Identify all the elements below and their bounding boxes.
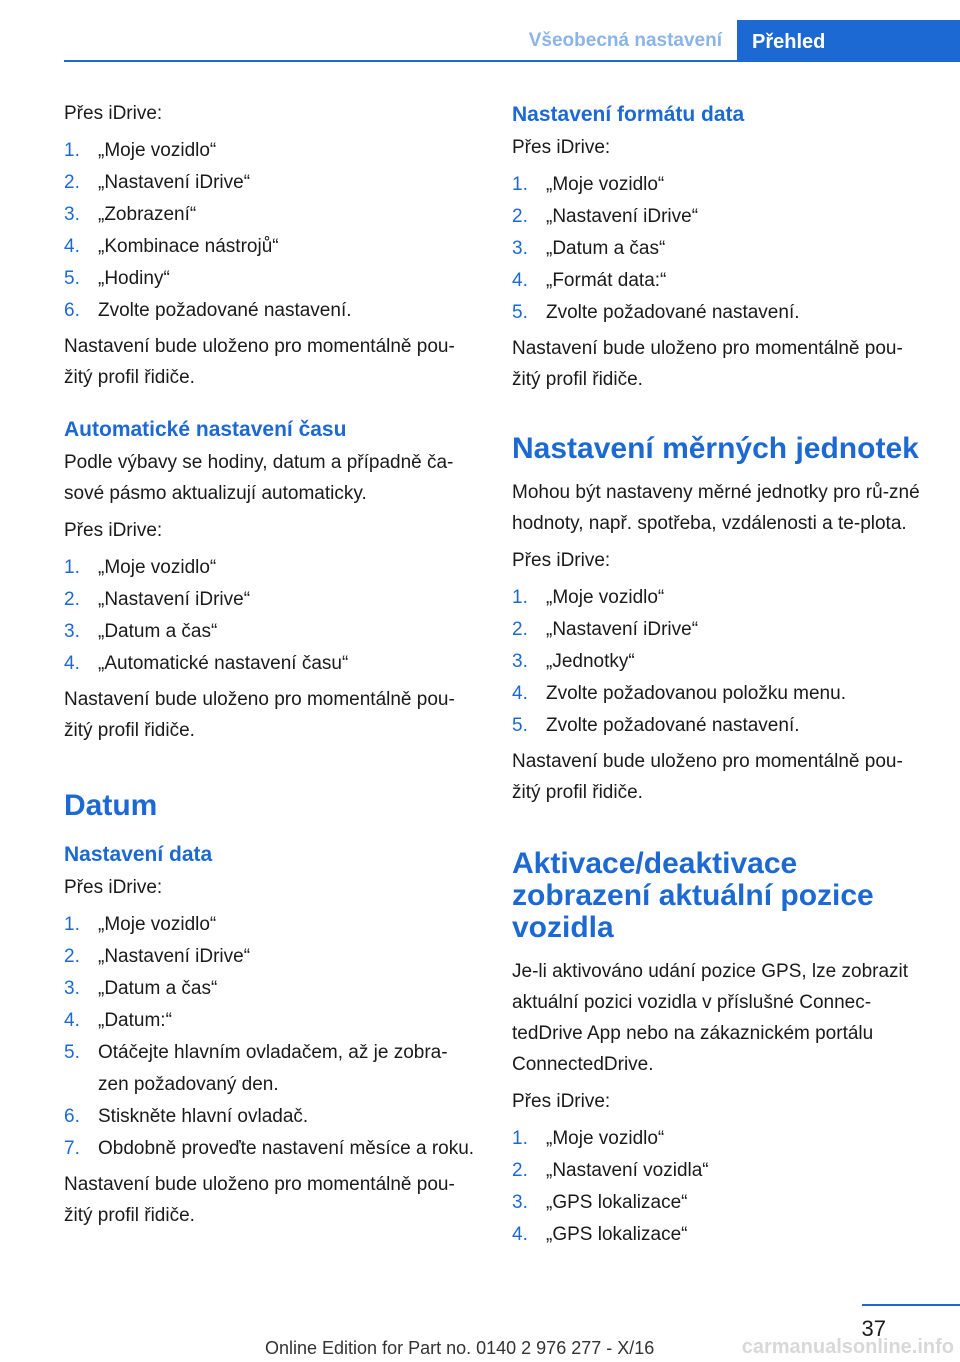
list-item xyxy=(64,199,476,231)
list-item-number: 3. xyxy=(512,1192,528,1213)
list-item xyxy=(64,231,476,263)
section-heading-date-format: Nastavení formátu data xyxy=(512,103,745,126)
intro-text: Přes iDrive: xyxy=(64,103,163,124)
intro-text: Přes iDrive: xyxy=(512,137,611,158)
list-item xyxy=(64,584,476,616)
page-number: 37 xyxy=(861,1316,886,1341)
list-item-number: 1. xyxy=(512,1128,528,1149)
list-item-text: „Nastavení iDrive“ xyxy=(98,946,251,967)
list-item-text: „Moje vozidlo“ xyxy=(546,1128,665,1149)
section-heading-set-date: Nastavení data xyxy=(64,843,213,866)
intro-text: Přes iDrive: xyxy=(64,520,163,541)
list-item-number: 7. xyxy=(64,1138,80,1159)
list-item xyxy=(512,1187,924,1219)
list-item-text: „Moje vozidlo“ xyxy=(98,140,217,161)
list-item-number: 5. xyxy=(64,1042,80,1063)
list-item-number: 3. xyxy=(512,238,528,259)
list-item-text: „Nastavení iDrive“ xyxy=(546,206,699,227)
intro-text: Přes iDrive: xyxy=(512,1091,611,1112)
gps-text: Je-li aktivováno udání pozice GPS, lze zobrazit aktuální pozici vozidla v příslušné Connec‐tedDrive App nebo na zákaznickém portálu ConnectedDrive. xyxy=(512,961,909,1075)
list-item xyxy=(64,295,476,327)
steps-list-clock xyxy=(64,135,476,327)
list-item-text: Stiskněte hlavní ovladač. xyxy=(98,1106,309,1127)
list-item xyxy=(64,552,476,584)
list-item xyxy=(64,167,476,199)
chapter-heading-datum: Datum xyxy=(64,789,158,822)
list-item xyxy=(64,941,476,973)
list-item-number: 1. xyxy=(64,140,80,161)
list-item-text: Obdobně proveďte nastavení měsíce a roku. xyxy=(98,1138,475,1159)
list-item xyxy=(64,1037,476,1101)
list-item xyxy=(512,582,924,614)
list-item-number: 2. xyxy=(512,206,528,227)
list-item xyxy=(512,646,924,678)
list-item-number: 5. xyxy=(512,302,528,323)
right-column xyxy=(512,98,924,1255)
list-item xyxy=(64,973,476,1005)
footer-rule xyxy=(862,1304,960,1306)
list-item xyxy=(64,263,476,295)
list-item-number: 6. xyxy=(64,1106,80,1127)
left-column xyxy=(64,98,476,1231)
list-item-text: „Moje vozidlo“ xyxy=(98,557,217,578)
list-item-number: 2. xyxy=(512,619,528,640)
steps-list-date-format xyxy=(512,169,924,329)
list-item xyxy=(64,1005,476,1037)
section-heading-auto-time: Automatické nastavení času xyxy=(64,418,347,441)
list-item-text: Zvolte požadovanou položku menu. xyxy=(546,683,846,704)
auto-time-text: Podle výbavy se hodiny, datum a případně ča‐sové pásmo aktualizují automaticky. xyxy=(64,452,454,504)
list-item xyxy=(512,710,924,742)
list-item-number: 2. xyxy=(512,1160,528,1181)
header-tab-overview[interactable]: Přehled xyxy=(737,20,960,61)
list-item-number: 4. xyxy=(512,1224,528,1245)
list-item-number: 1. xyxy=(512,587,528,608)
list-item xyxy=(512,1123,924,1155)
list-item-text: „GPS lokalizace“ xyxy=(546,1192,688,1213)
saved-note: Nastavení bude uloženo pro momentálně pou‐žitý profil řidiče. xyxy=(64,1174,455,1226)
list-item xyxy=(64,135,476,167)
steps-list-gps xyxy=(512,1123,924,1251)
list-item-number: 2. xyxy=(64,946,80,967)
list-item-number: 4. xyxy=(512,270,528,291)
saved-note: Nastavení bude uloženo pro momentálně pou‐žitý profil řidiče. xyxy=(64,336,455,388)
list-item-text: „Zobrazení“ xyxy=(98,204,197,225)
steps-list-auto-time xyxy=(64,552,476,680)
list-item-number: 2. xyxy=(64,172,80,193)
list-item xyxy=(64,909,476,941)
list-item xyxy=(512,201,924,233)
steps-list-units xyxy=(512,582,924,742)
list-item xyxy=(512,265,924,297)
footer-edition: Online Edition for Part no. 0140 2 976 277 - X/16 xyxy=(265,1338,655,1358)
list-item-text: „Moje vozidlo“ xyxy=(98,914,217,935)
list-item xyxy=(512,1219,924,1251)
header-section-title: Všeobecná nastavení xyxy=(528,30,722,51)
list-item xyxy=(64,1133,476,1165)
header-rule xyxy=(64,60,960,62)
saved-note: Nastavení bude uloženo pro momentálně pou‐žitý profil řidiče. xyxy=(64,689,455,741)
list-item-number: 5. xyxy=(512,715,528,736)
list-item xyxy=(512,233,924,265)
intro-text: Přes iDrive: xyxy=(64,877,163,898)
list-item-text: „Datum:“ xyxy=(98,1010,172,1031)
list-item-number: 3. xyxy=(64,204,80,225)
list-item-text: „Datum a čas“ xyxy=(98,621,218,642)
chapter-heading-units: Nastavení měrných jednotek xyxy=(512,432,919,465)
list-item-text: „Formát data:“ xyxy=(546,270,667,291)
list-item-text: „Nastavení iDrive“ xyxy=(98,589,251,610)
list-item-number: 1. xyxy=(512,174,528,195)
list-item-number: 1. xyxy=(64,914,80,935)
list-item-number: 3. xyxy=(64,978,80,999)
list-item-text: „Kombinace nástrojů“ xyxy=(98,236,279,257)
list-item-text: „Datum a čas“ xyxy=(546,238,666,259)
list-item-text: „Moje vozidlo“ xyxy=(546,174,665,195)
list-item-number: 1. xyxy=(64,557,80,578)
list-item-number: 4. xyxy=(64,236,80,257)
saved-note: Nastavení bude uloženo pro momentálně pou‐žitý profil řidiče. xyxy=(512,751,903,803)
list-item-text: „Datum a čas“ xyxy=(98,978,218,999)
intro-text: Přes iDrive: xyxy=(512,550,611,571)
units-text: Mohou být nastaveny měrné jednotky pro rů‐zné hodnoty, např. spotřeba, vzdálenosti a te‐plota. xyxy=(512,482,920,534)
list-item-text: „Nastavení iDrive“ xyxy=(98,172,251,193)
list-item-number: 5. xyxy=(64,268,80,289)
list-item-text: „Nastavení vozidla“ xyxy=(546,1160,709,1181)
list-item xyxy=(64,1101,476,1133)
list-item-number: 3. xyxy=(64,621,80,642)
list-item-text: Otáčejte hlavním ovladačem, až je zobra‐zen požadovaný den. xyxy=(98,1042,448,1095)
list-item-text: „Hodiny“ xyxy=(98,268,170,289)
list-item-text: Zvolte požadované nastavení. xyxy=(98,300,352,321)
list-item xyxy=(512,169,924,201)
list-item-text: „Automatické nastavení času“ xyxy=(98,653,349,674)
list-item-text: „Moje vozidlo“ xyxy=(546,587,665,608)
list-item-text: Zvolte požadované nastavení. xyxy=(546,715,800,736)
steps-list-date xyxy=(64,909,476,1165)
list-item-number: 4. xyxy=(64,653,80,674)
list-item xyxy=(512,297,924,329)
list-item xyxy=(512,614,924,646)
watermark: carmanualsonline.info xyxy=(741,1336,954,1358)
list-item-text: „Jednotky“ xyxy=(546,651,635,672)
list-item-number: 4. xyxy=(64,1010,80,1031)
saved-note: Nastavení bude uloženo pro momentálně pou‐žitý profil řidiče. xyxy=(512,338,903,390)
list-item xyxy=(512,1155,924,1187)
list-item-text: „GPS lokalizace“ xyxy=(546,1224,688,1245)
list-item-number: 6. xyxy=(64,300,80,321)
list-item xyxy=(64,616,476,648)
chapter-heading-gps: Aktivace/deaktivace zobrazení aktuální pozice vozidla xyxy=(512,847,874,944)
list-item-number: 4. xyxy=(512,683,528,704)
list-item-number: 3. xyxy=(512,651,528,672)
list-item xyxy=(512,678,924,710)
list-item-number: 2. xyxy=(64,589,80,610)
list-item-text: Zvolte požadované nastavení. xyxy=(546,302,800,323)
list-item-text: „Nastavení iDrive“ xyxy=(546,619,699,640)
list-item xyxy=(64,648,476,680)
